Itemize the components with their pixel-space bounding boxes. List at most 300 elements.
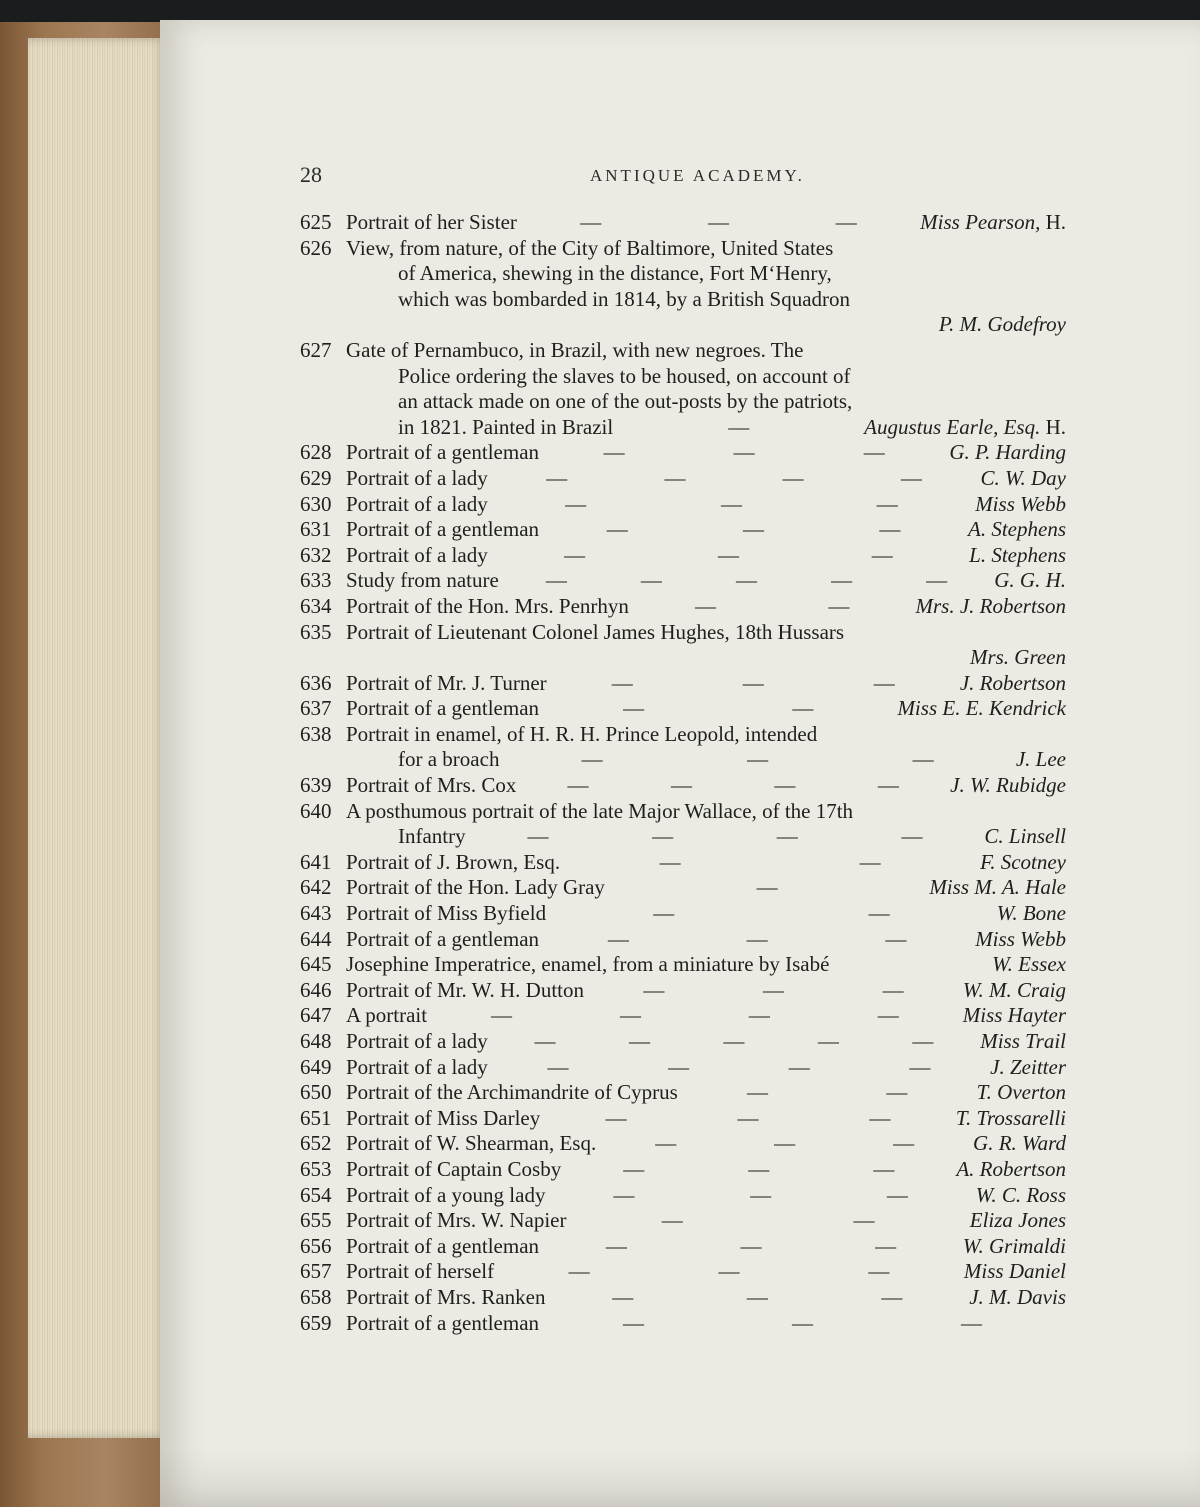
artist-name [960,671,1066,697]
leader-dash: — [792,696,814,721]
entry-number: 627 [300,337,332,362]
entry-title: Portrait of a lady [346,542,488,567]
entry-title-line [346,543,1066,569]
leader-dash: — [607,926,629,951]
catalogue-entry [300,927,1066,953]
entry-title: Portrait of a gentleman [346,696,540,721]
leader-dash: — [564,542,586,567]
artist-name [964,1259,1066,1285]
entry-number: 638 [300,721,332,746]
leader-dash: — [893,1131,915,1156]
leader-dashes [488,466,981,492]
leader-dashes [539,440,949,466]
artist-name [970,645,1066,669]
artist-name [897,696,1066,722]
catalogue-entry [300,1106,1066,1132]
artist-text: Miss Webb [975,926,1066,951]
leader-dash: — [876,491,898,516]
entry-title-line [346,1131,1066,1157]
artist-name [975,492,1066,518]
leader-dash: — [788,1054,810,1079]
artist-name [984,824,1066,850]
leader-dash: — [817,1029,839,1053]
leader-dash: — [882,977,904,1002]
entry-title-line [346,338,1066,364]
artist-name [994,568,1066,594]
artist-text: Eliza Jones [969,1208,1066,1233]
leader-dash: — [881,1284,903,1309]
entry-title-line [346,671,1066,697]
leader-dashes [596,1131,973,1157]
entry-title-line [346,799,1066,825]
leader-dash: — [568,1259,590,1284]
leader-dash: — [717,542,739,567]
artist-name [864,415,1066,441]
artist-name [956,1106,1066,1132]
entry-number: 651 [300,1105,332,1130]
artist-name [970,1208,1066,1234]
entry-body [346,978,1066,1004]
leader-dash: — [831,568,853,593]
entry-continuation [346,364,1066,390]
catalogue-entry [300,696,1066,722]
artist-text: P. M. Godefroy [938,312,1066,337]
entry-number: 635 [300,619,332,644]
entry-title: Portrait of Mrs. Ranken [346,1284,546,1309]
leader-dash: — [736,568,757,593]
leader-dash: — [640,568,662,593]
entry-body [346,543,1066,569]
running-head: ANTIQUE ACADEMY. [590,166,805,185]
artist-text: C. Linsell [984,824,1066,849]
entry-body [346,236,1066,338]
entry-body [346,901,1066,927]
leader-dash: — [652,824,674,849]
leader-dash: — [720,491,742,516]
artist-name [1016,747,1066,773]
entry-body [346,517,1066,543]
entry-body [346,952,1066,978]
entry-title-line [346,1259,1066,1285]
leader-dashes [560,850,980,876]
leader-dash: — [643,977,665,1002]
catalogue-entry [300,722,1066,773]
entry-title-line [346,1080,1066,1106]
catalogue-entry [300,1234,1066,1260]
entry-number: 628 [300,440,332,465]
leader-dashes [605,875,929,901]
leader-dash: — [748,1003,770,1028]
leader-dashes [547,671,960,697]
entry-title: Portrait in enamel, of H. R. H. Prince Leopold, intended [346,721,818,746]
artist-text: W. Bone [996,901,1066,926]
artist-name [916,594,1067,620]
entry-title: View, from nature, of the City of Baltimore, United States [346,235,834,260]
artist-text: J. Lee [1015,747,1066,772]
leader-dash: — [612,1284,634,1309]
artist-name [997,901,1066,927]
artist-text: L. Stephens [969,542,1066,567]
entry-continuation [346,261,1066,287]
artist-name [939,312,1066,336]
leader-dash: — [748,1156,770,1181]
entry-title: Portrait of herself [346,1259,495,1284]
entry-body [346,1055,1066,1081]
artist-name [973,1131,1066,1157]
entry-continuation [346,287,1066,313]
entry-title: Portrait of Mrs. Cox [346,773,517,798]
entry-title-line [346,901,1066,927]
catalogue-entry [300,978,1066,1004]
artist-name [992,952,1066,978]
artist-name [990,1055,1066,1081]
catalogue-entry [300,466,1066,492]
entry-number: 659 [300,1310,332,1335]
catalogue-entry [300,1131,1066,1157]
artist-text: Miss Trail [980,1029,1066,1053]
artist-text: J. Zeitter [990,1054,1066,1079]
leader-dash: — [708,210,730,234]
leader-dash: — [545,568,567,593]
entry-number: 630 [300,491,332,516]
leader-dashes [629,594,916,620]
artist-suffix: H. [1045,414,1066,439]
entry-body [346,1157,1066,1183]
leader-dashes [539,1234,963,1260]
catalogue-entry [300,1259,1066,1285]
artist-name [949,440,1066,466]
page-edges [28,38,168,1438]
entry-body [346,1106,1066,1132]
entry-title: Portrait of Mrs. W. Napier [346,1208,567,1233]
leader-dash: — [835,210,857,234]
entry-title-line [346,978,1066,1004]
entry-title: Portrait of a lady [346,1029,488,1053]
entry-number: 629 [300,465,332,490]
artist-text: A. Robertson [956,1156,1066,1181]
artist-line [346,645,1066,671]
entry-title-line [346,1183,1066,1209]
leader-dash: — [565,491,587,516]
entry-number: 647 [300,1003,332,1028]
entry-number: 652 [300,1131,332,1156]
entry-title: Portrait of a lady [346,465,488,490]
artist-name [968,517,1066,543]
artist-text: G. G. H. [994,568,1066,593]
entry-title: Portrait of a lady [346,1054,488,1079]
leader-dash: — [653,901,675,926]
leader-dashes [488,543,969,569]
entry-body [346,1131,1066,1157]
entry-number: 631 [300,517,332,542]
artist-text: Miss Daniel [963,1259,1066,1284]
artist-name [976,1183,1066,1209]
leader-dashes [499,568,994,594]
entry-title-line [346,440,1066,466]
artist-text: W. M. Craig [962,977,1066,1002]
artist-name [929,875,1066,901]
leader-dash: — [605,1233,627,1258]
entry-title-line [346,594,1066,620]
entry-title-line [346,927,1066,953]
leader-dash: — [655,1131,677,1156]
leader-dash: — [774,773,796,798]
artist-text: Augustus Earle, Esq. [864,414,1041,439]
artist-text: Miss Pearson, [920,210,1041,234]
leader-dash: — [868,1259,890,1284]
leader-dash: — [613,1182,635,1207]
entry-body [346,1259,1066,1285]
artist-line [346,312,1066,338]
leader-dashes [678,1080,977,1106]
entry-title-line [346,952,1066,978]
entry-number: 645 [300,952,332,977]
artist-name [963,1003,1066,1029]
artist-text: A. Stephens [968,517,1066,542]
leader-dash: — [828,593,850,618]
leader-dash: — [659,849,681,874]
catalogue-entry [300,440,1066,466]
leader-dash: — [871,542,893,567]
leader-dash: — [873,670,895,695]
catalogue-entries [300,210,1066,1336]
entry-title: Portrait of Mr. J. Turner [346,670,547,695]
book-page [160,20,1200,1507]
entry-title-line [346,492,1066,518]
catalogue-entry [300,338,1066,440]
leader-dash: — [611,670,633,695]
leader-dash: — [668,1054,690,1079]
leader-dash: — [527,824,549,849]
catalogue-entry [300,952,1066,978]
entry-continuation [346,389,1066,415]
leader-dashes [427,1003,963,1029]
leader-dashes [539,696,897,722]
leader-dash: — [619,1003,641,1028]
leader-dashes [539,927,975,953]
entry-title: Portrait of Captain Cosby [346,1156,562,1181]
entry-body [346,466,1066,492]
entry-title-line [346,1234,1066,1260]
leader-dashes [539,1311,1066,1337]
entry-title: an attack made on one of the out-posts by the patriots, [398,389,853,414]
leader-dash: — [762,977,784,1002]
entry-title-line [346,568,1066,594]
leader-dashes [494,1259,964,1285]
leader-dash: — [863,440,885,465]
entry-title: in 1821. Painted in Brazil [398,414,614,439]
artist-text: J. M. Davis [969,1284,1066,1309]
leader-dashes [466,824,985,850]
entry-title: Portrait of a gentleman [346,1310,540,1335]
catalogue-entry [300,543,1066,569]
catalogue-entry [300,1055,1066,1081]
entry-title: for a broach [398,747,500,772]
entry-body [346,1003,1066,1029]
entry-body [346,799,1066,850]
entry-title-line [346,1029,1066,1055]
catalogue-entry [300,671,1066,697]
artist-text: Miss Webb [975,491,1066,516]
leader-dash: — [534,1029,556,1053]
entry-body [346,875,1066,901]
entry-title: which was bombarded in 1814, by a British Squadron [398,286,851,311]
leader-dash: — [661,1208,683,1233]
entry-number: 636 [300,670,332,695]
entry-title: Portrait of the Hon. Mrs. Penrhyn [346,593,629,618]
catalogue-entry [300,210,1066,236]
entry-number: 653 [300,1156,332,1181]
artist-suffix: H. [1045,210,1066,234]
entry-title-line [346,1311,1066,1337]
catalogue-entry [300,773,1066,799]
artist-text: C. W. Day [980,465,1066,490]
leader-dashes [613,415,864,441]
entry-body [346,850,1066,876]
entry-title-line [346,1055,1066,1081]
entry-number: 650 [300,1080,332,1105]
leader-dash: — [742,670,764,695]
artist-name [977,1080,1066,1106]
catalogue-entry [300,1208,1066,1234]
leader-dash: — [909,1054,931,1079]
entry-body [346,1208,1066,1234]
page-number: 28 [300,162,322,187]
leader-dash: — [718,1259,740,1284]
entry-title: Josephine Imperatrice, enamel, from a miniature by Isabé [346,952,830,977]
leader-dash: — [869,1105,891,1130]
entry-title: Portrait of W. Shearman, Esq. [346,1131,597,1156]
entry-body [346,568,1066,594]
entry-number: 641 [300,849,332,874]
leader-dash: — [877,773,899,798]
leader-dashes [584,978,963,1004]
entry-number: 644 [300,926,332,951]
leader-dash: — [746,926,768,951]
entry-continuation [346,747,1066,773]
leader-dash: — [580,210,602,234]
entry-body [346,696,1066,722]
entry-number: 646 [300,977,332,1002]
artist-text: Mrs. Green [969,645,1066,670]
leader-dash: — [756,875,778,900]
artist-text: Miss M. A. Hale [929,875,1066,900]
entry-title-line [346,236,1066,262]
artist-name [975,927,1066,953]
leader-dash: — [491,1003,513,1028]
entry-body [346,338,1066,440]
leader-dash: — [885,926,907,951]
leader-dash: — [900,465,922,490]
catalogue-entry [300,875,1066,901]
entry-title: Portrait of a lady [346,491,488,516]
entry-title: A posthumous portrait of the late Major Wallace, of the 17th [346,798,854,823]
entry-number: 626 [300,235,332,260]
entry-title: Portrait of Miss Byfield [346,901,547,926]
entry-title: Portrait of a gentleman [346,926,540,951]
entry-body [346,594,1066,620]
leader-dash: — [877,1003,899,1028]
leader-dashes [546,901,997,927]
leader-dash: — [776,824,798,849]
leader-dash: — [547,1054,569,1079]
catalogue-entry [300,620,1066,671]
leader-dash: — [695,593,717,618]
leader-dashes [566,1208,969,1234]
entry-number: 640 [300,798,332,823]
entry-title-line [346,1285,1066,1311]
artist-name [969,543,1066,569]
entry-title-line [346,620,1066,646]
entry-title-line [346,1157,1066,1183]
page-header [300,162,1200,192]
entry-title-line [346,210,1066,236]
artist-text: W. C. Ross [975,1182,1066,1207]
entry-number: 643 [300,901,332,926]
leader-dash: — [960,1310,982,1335]
entry-title-line [346,696,1066,722]
leader-dash: — [782,465,804,490]
entry-body [346,620,1066,671]
leader-dashes [488,492,975,518]
entry-title: Portrait of Lieutenant Colonel James Hughes, 18th Hussars [346,619,845,644]
entry-number: 637 [300,696,332,721]
entry-title: Portrait of J. Brown, Esq. [346,849,561,874]
catalogue-entry [300,1183,1066,1209]
entry-body [346,1285,1066,1311]
leader-dash: — [875,1233,897,1258]
entry-number: 657 [300,1259,332,1284]
entry-title: of America, shewing in the distance, Fort M‘Henry, [398,261,832,286]
entry-title-line [346,466,1066,492]
catalogue-entry [300,492,1066,518]
entry-number: 633 [300,568,332,593]
entry-number: 632 [300,542,332,567]
leader-dash: — [750,1182,772,1207]
leader-dash: — [623,1156,645,1181]
leader-dash: — [873,1156,895,1181]
entry-body [346,210,1066,236]
artist-name [980,1029,1066,1055]
leader-dash: — [623,696,645,721]
artist-text: F. Scotney [980,849,1066,874]
catalogue-entry [300,1003,1066,1029]
leader-dashes [488,1029,980,1055]
entry-body [346,773,1066,799]
leader-dash: — [567,773,589,798]
catalogue-entry [300,236,1066,338]
entry-title: Infantry [398,824,466,849]
leader-dash: — [740,1233,762,1258]
entry-number: 655 [300,1208,332,1233]
leader-dash: — [879,517,901,542]
leader-dashes [516,773,950,799]
entry-number: 642 [300,875,332,900]
artist-text: J. Robertson [959,670,1066,695]
artist-text: G. R. Ward [973,1131,1066,1156]
entry-title: Police ordering the slaves to be housed, on account of [398,363,851,388]
artist-name [956,1157,1066,1183]
artist-name [920,210,1066,236]
leader-dash: — [605,1105,627,1130]
leader-dash: — [853,1208,875,1233]
leader-dash: — [926,568,948,593]
artist-text: T. Trossarelli [955,1105,1066,1130]
entry-title: Portrait of the Hon. Lady Gray [346,875,605,900]
leader-dash: — [664,465,686,490]
leader-dash: — [670,773,692,798]
entry-title: Portrait of Mr. W. H. Dutton [346,977,585,1002]
